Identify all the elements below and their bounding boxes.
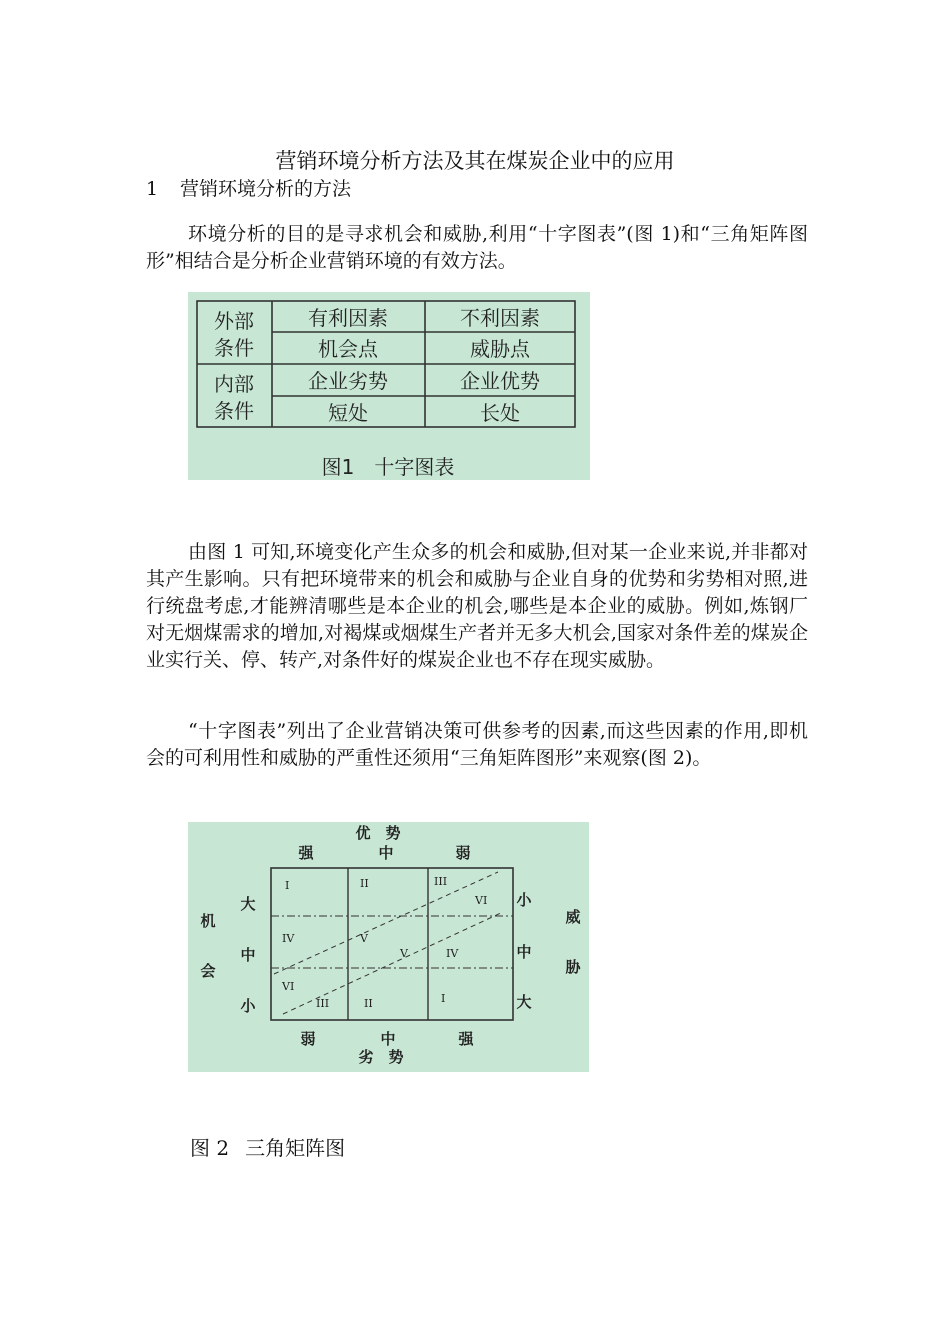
figure-2-caption <box>190 1132 345 1161</box>
cell-mark: III <box>316 997 330 1010</box>
cell-mark: IV <box>446 947 459 960</box>
cell-opportunity: 机会点 <box>318 337 378 361</box>
top-scale-strong: 强 <box>298 844 314 862</box>
figure-1-cross-chart <box>188 292 590 480</box>
figure-2-triangle-matrix <box>188 822 589 1072</box>
cell-mark: V <box>360 932 368 945</box>
cell-mark: IV <box>282 932 295 945</box>
bottom-scale-weak: 弱 <box>300 1030 316 1048</box>
cell-mark: VI <box>475 894 488 907</box>
cell-mark: I <box>441 992 446 1005</box>
cell-mark: II <box>360 877 369 890</box>
cell-advantage: 长处 <box>480 401 520 425</box>
left-scale-medium: 中 <box>240 946 256 964</box>
cell-mark: I <box>285 879 290 892</box>
section-title: 营销环境分析的方法 <box>180 178 352 200</box>
external-label-2: 条件 <box>214 336 254 360</box>
cell-mark: V <box>400 947 408 960</box>
top-scale-weak: 弱 <box>455 844 471 862</box>
external-label-1: 外部 <box>214 309 254 333</box>
right-scale-large: 大 <box>516 993 532 1011</box>
right-scale-small: 小 <box>516 891 532 909</box>
internal-label-1: 内部 <box>214 372 254 396</box>
cell-shortcoming: 短处 <box>328 401 368 425</box>
paragraph-2: 由图 1 可知,环境变化产生众多的机会和威胁,但对某一企业来说,并非都对其产生影响。只有把环境带来的机会和威胁与企业自身的优势和劣势相对照,进行统盘考虑,才能辨清哪些是本企业的机会,哪些是本企业的威胁。例如,炼钢厂对无烟煤需求的增加,对褐煤或烟煤生产者并无多大机会,国家对条件差的煤炭企业实行关、停、转产,对条件好的煤炭企业也不存在现实威胁。 <box>146 541 808 671</box>
cell-weakness: 企业劣势 <box>308 369 388 393</box>
figure-2-caption-label: 图 2 <box>190 1136 230 1160</box>
left-title-1: 机 <box>200 912 216 930</box>
bottom-scale-medium: 中 <box>380 1030 396 1048</box>
cell-unfavorable: 不利因素 <box>460 306 540 330</box>
right-scale-medium: 中 <box>516 943 532 961</box>
bottom-title: 劣 势 <box>358 1048 404 1066</box>
cell-mark: VI <box>282 980 295 993</box>
right-title-1: 威 <box>565 908 581 926</box>
top-title: 优 势 <box>355 824 401 842</box>
top-scale-medium: 中 <box>378 844 394 862</box>
cell-mark: II <box>364 997 373 1010</box>
right-title-2: 胁 <box>565 958 581 976</box>
section-heading <box>146 174 351 201</box>
cell-strength: 企业优势 <box>460 369 540 393</box>
document-title: 营销环境分析方法及其在煤炭企业中的应用 <box>275 149 675 173</box>
bottom-scale-strong: 强 <box>458 1030 474 1048</box>
left-scale-small: 小 <box>240 997 256 1015</box>
left-title-2: 会 <box>200 962 216 980</box>
matrix-grid <box>271 868 513 1020</box>
figure-1-caption: 图1 十字图表 <box>321 455 455 479</box>
paragraph-1: 环境分析的目的是寻求机会和威胁,利用“十字图表”(图 1)和“三角矩阵图形”相结合是分析企业营销环境的有效方法。 <box>146 223 808 272</box>
paragraph-3: “十字图表”列出了企业营销决策可供参考的因素,而这些因素的作用,即机会的可利用性和威胁的严重性还须用“三角矩阵图形”来观察(图 2)。 <box>146 720 808 769</box>
internal-label-2: 条件 <box>214 399 254 423</box>
left-scale-large: 大 <box>240 895 256 913</box>
cell-mark: III <box>434 875 448 888</box>
section-number: 1 <box>146 178 159 200</box>
cell-favorable: 有利因素 <box>308 306 388 330</box>
cell-threat: 威胁点 <box>470 337 530 361</box>
figure-2-caption-text: 三角矩阵图 <box>245 1136 346 1160</box>
